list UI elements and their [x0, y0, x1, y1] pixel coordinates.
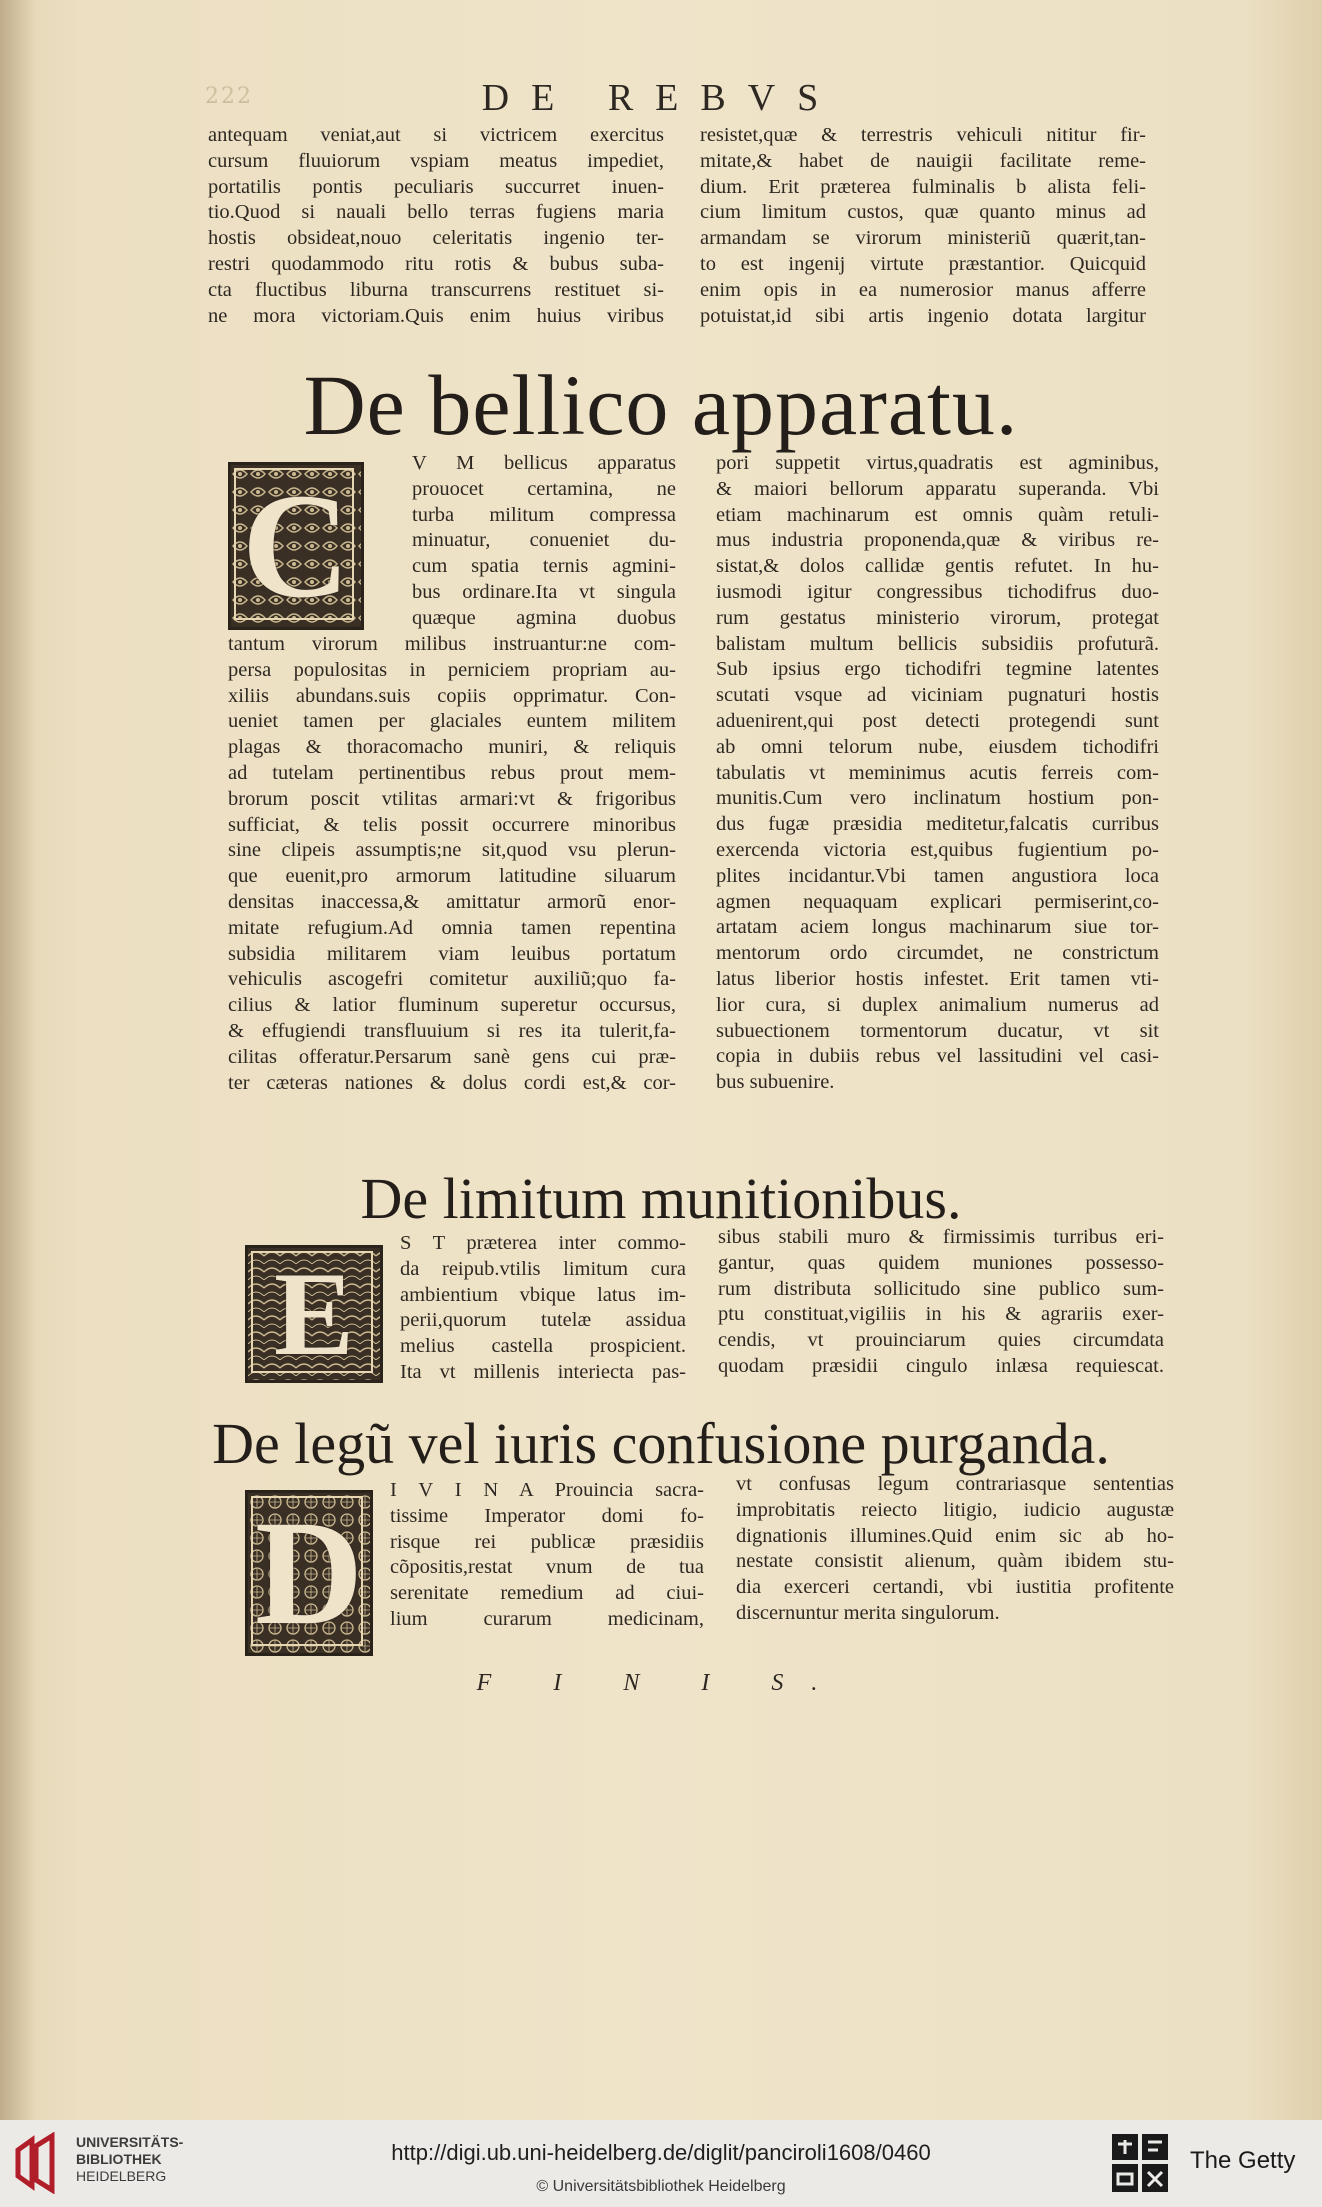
text-line: quæque agmina duobus [412, 606, 676, 629]
text-line: cium limitum custos, quæ quanto minus ad [700, 201, 1146, 224]
text-line: sistat,& dolos callidæ gentis refutet. In hu- [716, 555, 1159, 578]
text-line: to est ingenij virtute præstantior. Quicquid [700, 252, 1146, 275]
text-line: hostis obsideat,nouo celeritatis ingenio ter- [208, 227, 664, 250]
text-line: resistet,quæ & terrestris vehiculi nititur fir- [700, 124, 1146, 146]
permalink-url[interactable]: http://digi.ub.uni-heidelberg.de/diglit/panciroli1608/0460 [391, 2140, 931, 2165]
text-line: Sub ipsius ergo tichodifri tegmine latentes [716, 658, 1159, 681]
text-line: dus fugæ præsidia meditetur,falcatis curribus [716, 813, 1159, 836]
bellico-left-column [228, 632, 676, 1096]
text-line: ambientium vbique latus im- [400, 1283, 686, 1306]
text-line: ab omni telorum nube, eiusdem tichodifri [716, 735, 1159, 758]
initial-letter: C [241, 463, 351, 629]
text-line: Ita vt millenis interiecta pas- [400, 1360, 686, 1383]
text-line: & maiori bellorum apparatu superanda. Vbi [716, 477, 1159, 500]
text-line: etiam machinarum est omnis quàm retuli- [716, 503, 1159, 526]
text-line: portatilis pontis peculiaris succurret inuen- [208, 175, 664, 198]
text-line: dignationis illumines.Quid enim sic ab ho- [736, 1524, 1174, 1547]
text-line: ter cæteras nationes & dolus cordi est,& cor- [228, 1071, 676, 1094]
text-line: melius castella prospicient. [400, 1335, 686, 1358]
text-line: sibus stabili muro & firmissimis turribus eri- [718, 1226, 1164, 1248]
text-line: & effugiendi transfluuium si res ita tulerit,fa- [228, 1019, 676, 1042]
text-line: nestate consistit alienum, quàm ibidem stu- [736, 1550, 1174, 1573]
text-line: enim opis in ea numerosior manus afferre [700, 278, 1146, 301]
text-line: tantum virorum milibus instruantur:ne com- [228, 633, 676, 655]
bellico-right-column [716, 451, 1159, 1096]
text-line: serenitate remedium ad ciui- [390, 1582, 704, 1605]
text-line: dia exerceri certandi, vbi iustitia profitente [736, 1576, 1174, 1599]
heading-bellico: De bellico apparatu. [303, 357, 1019, 453]
text-line: tissime Imperator domi fo- [390, 1504, 704, 1527]
text-line: scutati vsque ad viciniam pugnaturi hostis [716, 684, 1159, 707]
copyright-notice: © Universitätsbibliothek Heidelberg [536, 2178, 786, 2195]
library-line-1: UNIVERSITÄTS- [76, 2134, 184, 2150]
bellico-left-indented [412, 451, 676, 632]
legum-right-column [736, 1472, 1174, 1627]
text-line: discernuntur merita singulorum. [736, 1601, 1000, 1624]
text-line: ptu constituat,vigiliis in his & agrariis exer- [718, 1303, 1164, 1326]
running-head: DE REBVS [481, 77, 841, 119]
text-line: densitas inaccessa,& amittatur armorũ enor- [228, 890, 676, 913]
text-line: risque rei publicæ præsidiis [390, 1530, 704, 1553]
text-line: bus ordinare.Ita vt singula [412, 580, 676, 603]
text-line: tio.Quod si nauali bello terras fugiens maria [208, 201, 664, 224]
text-line: minuatur, conueniet du- [412, 529, 676, 552]
text-line: sufficiat, & telis possit occurrere minoribus [228, 813, 676, 836]
text-line: vehiculis ascogefri comitetur auxiliũ;quo fa- [228, 968, 676, 991]
initial-letter: E [273, 1247, 355, 1380]
limitum-left-column [400, 1231, 686, 1386]
text-line: turba militum compressa [412, 503, 676, 526]
text-line: mitate refugium.Ad omnia tamen repentina [228, 916, 676, 939]
text-line: artatam aciem longus machinarum siue tor- [716, 916, 1159, 939]
text-line: restri quodammodo ritu rotis & bubus suba- [208, 252, 664, 275]
finis: F I N I S. [476, 1670, 846, 1696]
legum-left-column [390, 1478, 704, 1633]
text-line: mus industria proponenda,quæ & viribus re- [716, 529, 1159, 552]
text-line: gantur, quas quidem muniones possesso- [718, 1251, 1164, 1274]
text-line: perii,quorum tutelæ assidua [400, 1309, 686, 1332]
text-line: exercenda victoria est,quibus fugientium po- [716, 838, 1159, 861]
text-line: vt confusas legum contrariasque sententias [736, 1473, 1174, 1495]
text-line: rum gestatus ministerio virorum, protegat [716, 606, 1159, 629]
text-line: bus subuenire. [716, 1071, 835, 1094]
limitum-right-column [718, 1225, 1164, 1380]
text-line: subuectionem tormentorum ducatur, vt sit [716, 1019, 1159, 1042]
text-line: mitate,& habet de nauigii facilitate reme- [700, 149, 1146, 172]
library-line-3: HEIDELBERG [76, 2168, 167, 2184]
text-line: munitis.Cum vero inclinatum hostium pon- [716, 787, 1159, 810]
text-line: lium curarum medicinam, [390, 1607, 704, 1630]
text-line: cum spatia ternis agmini- [412, 555, 676, 578]
text-line: iusmodi igitur congressibus tichodifrus duo- [716, 580, 1159, 603]
text-line: antequam veniat,aut si victricem exercitus [208, 124, 664, 146]
page-number: 222 [205, 84, 253, 109]
text-line: plites incidantur.Vbi tamen angustiora loca [716, 864, 1159, 887]
text-line: I V I N A Prouincia sacra- [390, 1479, 704, 1501]
text-line: cõpositis,restat vnum de tua [390, 1556, 704, 1579]
text-line: mentorum ordo circumdet, ne constrictum [716, 942, 1159, 965]
text-line: subsidia militarem viam leuibus portatum [228, 942, 676, 965]
heading-limitum: De limitum munitionibus. [360, 1166, 962, 1231]
text-line: prouocet certamina, ne [412, 477, 676, 500]
text-line: xiliis abundans.suis copiis opprimatur. Con- [228, 684, 676, 707]
getty-logo-icon[interactable] [1112, 2134, 1168, 2192]
text-line: aduenirent,qui post detecti protegendi sunt [716, 709, 1159, 732]
text-line: persa populositas in perniciem propriam au- [228, 658, 676, 681]
partner-name: The Getty [1190, 2147, 1296, 2174]
text-line: armandam se virorum ministeriũ quærit,tan- [700, 227, 1146, 250]
library-line-2: BIBLIOTHEK [76, 2151, 162, 2167]
text-line: tabulatis vt meminimus acutis ferreis com- [716, 761, 1159, 784]
text-line: lior cura, si duplex animalium numerus ad [716, 993, 1159, 1016]
text-line: potuistat,id sibi artis ingenio dotata largitur [700, 304, 1146, 327]
initial-capital-d [245, 1490, 373, 1656]
text-line: copia in dubiis rebus vel lassitudini vel casi- [716, 1045, 1159, 1068]
text-line: brorum poscit vtilitas armari:vt & frigoribus [228, 787, 676, 810]
text-line: dium. Erit præterea fulminalis b alista feli- [700, 175, 1146, 198]
text-line: cendis, vt prouinciarum quies circumdata [718, 1329, 1164, 1352]
text-line: que euenit,pro armorum latitudine siluarum [228, 865, 676, 888]
initial-capital-e [245, 1245, 383, 1383]
text-line: S T præterea inter commo- [400, 1232, 686, 1254]
text-line: da reipub.vtilis limitum cura [400, 1257, 686, 1280]
text-line: cursum fluuiorum vspiam meatus impediet, [208, 149, 664, 172]
text-line: V M bellicus apparatus [412, 452, 676, 474]
text-line: balistam multum bellicis subsidiis profuturã. [716, 632, 1159, 655]
text-line: cilitas offeratur.Persarum sanè gens cui præ- [228, 1045, 676, 1068]
text-line: ad tutelam pertinentibus rebus prout mem- [228, 761, 676, 784]
text-line: latus liberior hostis infestet. Erit tamen vti- [716, 967, 1159, 990]
text-line: rum distributa sollicitudo sine publico sum- [718, 1277, 1164, 1300]
text-line: agmen nequaquam explicari permiserint,co- [716, 890, 1159, 913]
viewer-footer [0, 2120, 1322, 2207]
text-line: cilius & latior fluminum superetur occursus, [228, 994, 676, 1017]
text-line: ne mora victoriam.Quis enim huius viribus [208, 304, 664, 327]
text-line: sine clipeis assumptis;ne sit,quod vsu plerun- [228, 839, 676, 862]
text-line: ueniet tamen per glaciales euntem militem [228, 710, 676, 733]
text-line: pori suppetit virtus,quadratis est agminibus, [716, 452, 1159, 474]
intro-left-column [208, 123, 664, 329]
initial-letter: D [254, 1490, 364, 1656]
initial-capital-c [228, 462, 364, 630]
text-line: quodam præsidii cingulo inlæsa requiescat. [718, 1354, 1164, 1377]
text-line: cta fluctibus liburna transcurrens restituet si- [208, 278, 664, 301]
text-line: improbitatis reiecto litigio, iudicio augustæ [736, 1498, 1174, 1521]
heading-legum: De legũ vel iuris confusione purganda. [212, 1411, 1110, 1476]
intro-right-column [700, 123, 1146, 329]
text-line: plagas & thoracomacho muniri, & reliquis [228, 736, 676, 759]
